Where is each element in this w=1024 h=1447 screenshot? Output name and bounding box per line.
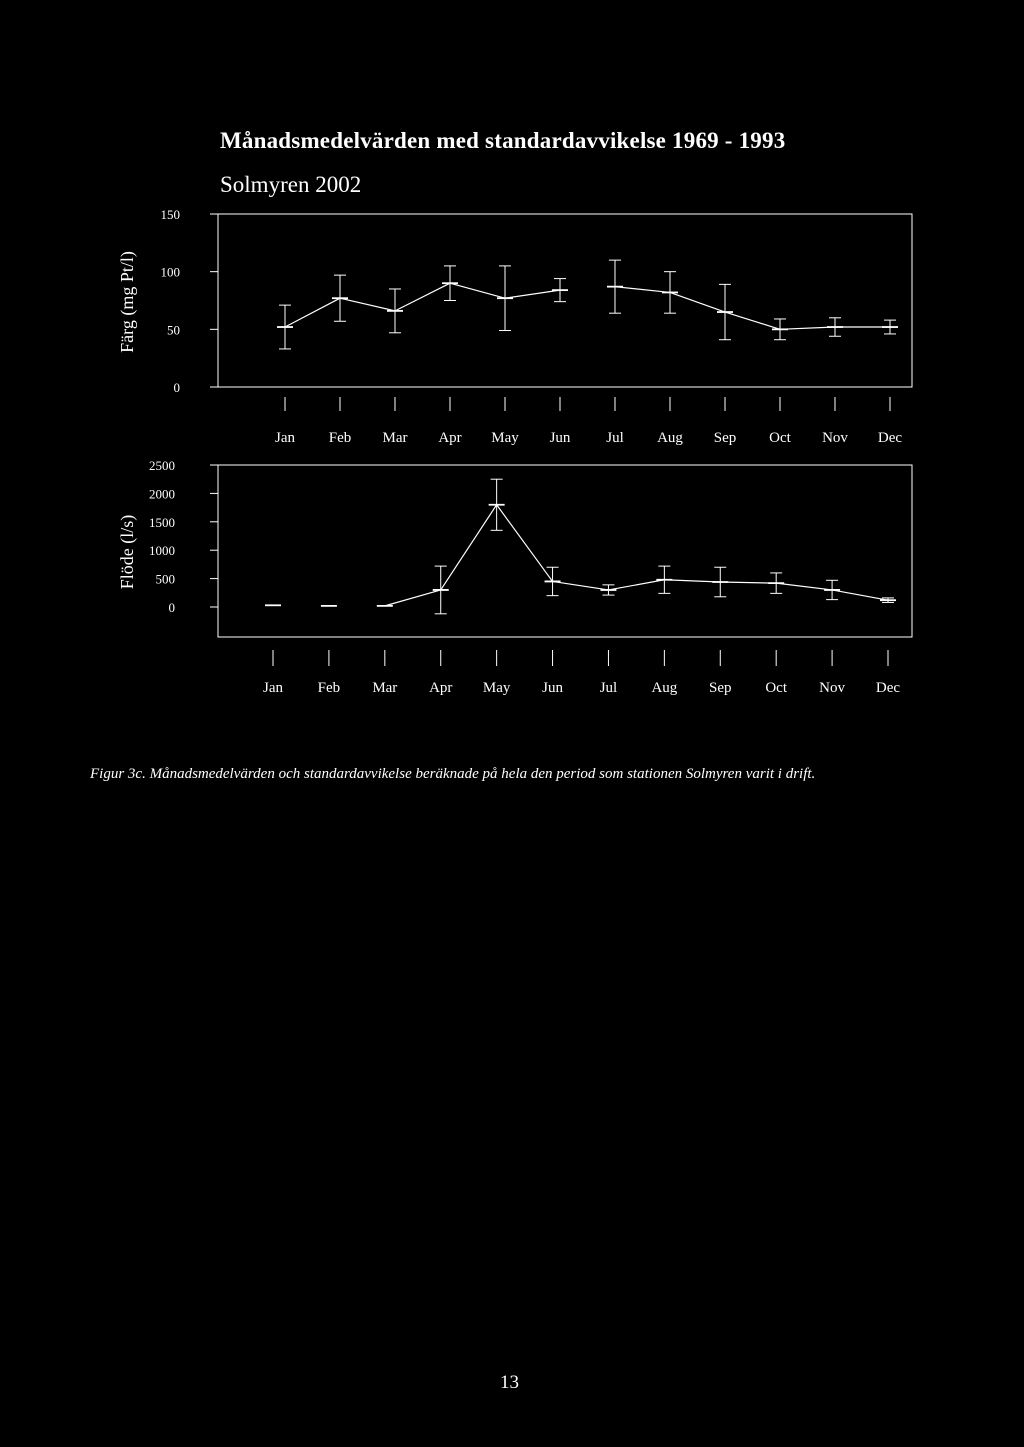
series-line-segment xyxy=(725,312,780,329)
page-number: 13 xyxy=(500,1372,519,1393)
y-tick-label: 2000 xyxy=(149,486,175,502)
x-tick-label: Sep xyxy=(709,680,732,696)
x-tick-label: Mar xyxy=(372,680,398,696)
x-tick-label: Oct xyxy=(765,680,788,696)
series-line-segment xyxy=(450,283,505,298)
color-chart-ylabel: Färg (mg Pt/l) xyxy=(117,251,137,353)
y-tick-label: 1500 xyxy=(149,514,175,530)
y-tick-label: 2500 xyxy=(149,458,175,473)
series-line-segment xyxy=(780,327,835,329)
x-tick-label: Feb xyxy=(317,680,341,696)
x-tick-label: Feb xyxy=(328,430,352,446)
x-tick-label: Aug xyxy=(651,680,678,696)
x-tick-label: Apr xyxy=(429,680,453,696)
y-tick-label: 100 xyxy=(160,264,180,280)
x-tick-label: Nov xyxy=(822,430,848,446)
x-tick-label: Aug xyxy=(657,430,683,446)
x-tick-label: Jun xyxy=(542,680,563,696)
series-line-segment xyxy=(553,581,609,590)
series-line-segment xyxy=(441,505,497,590)
x-tick-label: Jul xyxy=(606,430,624,446)
x-tick-label: Jan xyxy=(263,680,283,696)
y-tick-label: 50 xyxy=(167,322,180,338)
y-tick-label: 0 xyxy=(168,600,175,615)
x-tick-label: Sep xyxy=(713,430,737,446)
x-tick-label: Apr xyxy=(438,430,462,446)
chart-subtitle: Solmyren 2002 xyxy=(220,172,362,197)
chart-title: Månadsmedelvärden med standardavvikelse 1969 - 1993 xyxy=(220,128,786,153)
y-tick-label: 150 xyxy=(160,207,180,222)
x-tick-label: May xyxy=(491,430,519,446)
series-line-segment xyxy=(340,298,395,311)
series-line-segment xyxy=(615,287,670,293)
series-line-segment xyxy=(670,292,725,312)
series-line-segment xyxy=(664,580,720,582)
flow-chart xyxy=(117,458,912,696)
series-line-segment xyxy=(608,580,664,590)
series-line-segment xyxy=(385,590,441,606)
x-tick-label: May xyxy=(482,680,511,696)
x-tick-label: Oct xyxy=(769,430,791,446)
series-line-segment xyxy=(720,582,776,583)
series-line-segment xyxy=(285,298,340,327)
x-tick-label: Mar xyxy=(382,430,408,446)
x-tick-label: Dec xyxy=(877,430,903,446)
x-tick-label: Nov xyxy=(819,680,846,696)
series-line-segment xyxy=(832,590,888,600)
y-tick-label: 1000 xyxy=(149,543,175,559)
plot-frame xyxy=(218,214,912,387)
x-tick-label: Jan xyxy=(275,430,295,446)
color-chart xyxy=(117,207,912,446)
x-tick-label: Jul xyxy=(599,680,618,696)
y-tick-label: 0 xyxy=(173,380,180,395)
plot-frame xyxy=(218,465,912,637)
series-line-segment xyxy=(395,283,450,311)
series-line-segment xyxy=(497,505,553,582)
flow-chart-ylabel: Flöde (l/s) xyxy=(117,514,137,590)
series-line-segment xyxy=(505,290,560,298)
x-tick-label: Dec xyxy=(875,680,901,696)
figure-caption: Figur 3c. Månadsmedelvärden och standardavvikelse beräknade på hela den period som stationen Solmyren varit i drift. xyxy=(90,766,816,782)
y-tick-label: 500 xyxy=(155,571,175,587)
series-line-segment xyxy=(776,583,832,590)
x-tick-label: Jun xyxy=(549,430,571,446)
